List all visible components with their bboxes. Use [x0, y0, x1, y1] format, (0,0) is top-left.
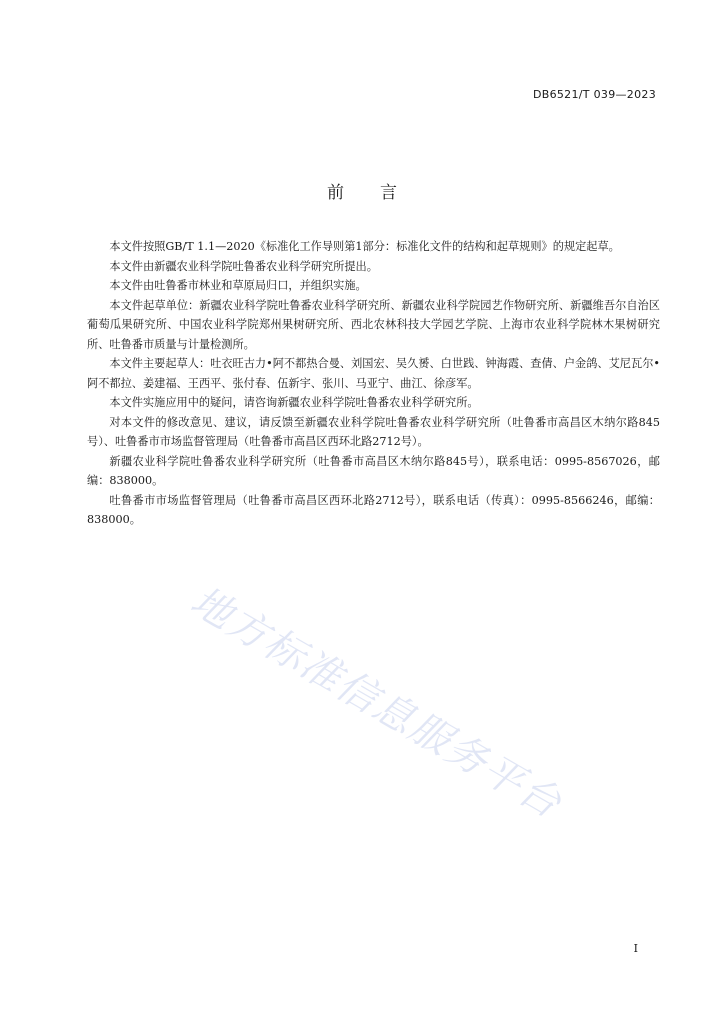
page-number: I	[633, 942, 638, 955]
paragraph-proposer: 本文件由新疆农业科学院吐鲁番农业科学研究所提出。	[109, 259, 378, 273]
paragraph-drafters: 本文件主要起草人：吐衣旺古力•阿不都热合曼、刘国宏、吴久赟、白世践、钟海霞、查倩、户金鸽、艾尼瓦尔•阿不都拉、姜建福、王西平、张付春、伍新宇、张川、马亚宁、曲江、徐彦军。	[87, 357, 660, 390]
page-title: 前言	[327, 183, 433, 203]
document-code: DB6521/T 039—2023	[532, 88, 656, 101]
watermark: 地方标准信息服务平台	[182, 578, 570, 828]
paragraph-contact-bureau: 吐鲁番市市场监督管理局（吐鲁番市高昌区西环北路2712号），联系电话（传真）：0995-8566246，邮编：838000。	[87, 493, 660, 526]
paragraph-drafting-units: 本文件起草单位：新疆农业科学院吐鲁番农业科学研究所、新疆农业科学院园艺作物研究所、新疆维吾尔自治区葡萄瓜果研究所、中国农业科学院郑州果树研究所、西北农林科技大学园艺学院、上海市农业科学院林木果树研究所、吐鲁番市质量与计量检测所。	[87, 298, 660, 351]
paragraph-feedback: 对本文件的修改意见、建议，请反馈至新疆农业科学院吐鲁番农业科学研究所（吐鲁番市高昌区木纳尔路845号）、吐鲁番市市场监督管理局（吐鲁番市高昌区西环北路2712号）。	[87, 415, 660, 448]
paragraph-contact-institute: 新疆农业科学院吐鲁番农业科学研究所（吐鲁番市高昌区木纳尔路845号），联系电话：0995-8567026，邮编：838000。	[87, 454, 660, 487]
paragraph-inquiry: 本文件实施应用中的疑问，请咨询新疆农业科学院吐鲁番农业科学研究所。	[109, 396, 479, 409]
foreword-body	[87, 237, 660, 530]
paragraph-administrator: 本文件由吐鲁番市林业和草原局归口，并组织实施。	[109, 279, 367, 292]
paragraph-drafting-rules: 本文件按照GB/T 1.1—2020《标准化工作导则第1部分：标准化文件的结构和起草规则》的规定起草。	[109, 240, 620, 253]
